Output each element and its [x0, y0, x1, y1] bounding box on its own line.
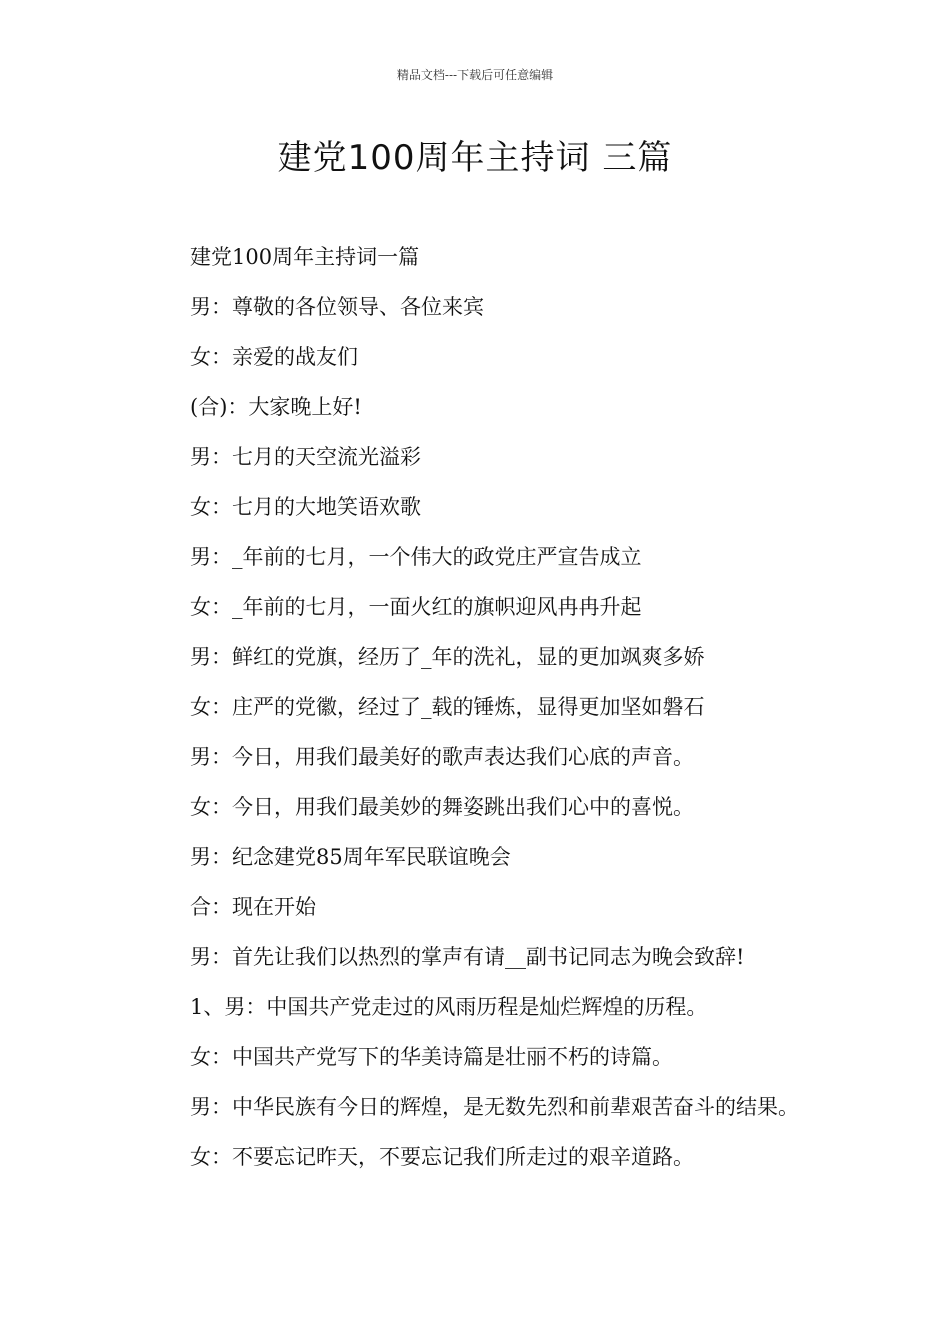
paragraph: 女：_年前的七月，一面火红的旗帜迎风冉冉升起 [190, 595, 642, 619]
document-title: 建党100周年主持词 三篇 [277, 138, 673, 178]
paragraph: 男：首先让我们以热烈的掌声有请__副书记同志为晚会致辞! [190, 945, 745, 969]
paragraph: 男：今日，用我们最美好的歌声表达我们心底的声音。 [190, 745, 694, 769]
paragraph: 男：鲜红的党旗，经历了_年的洗礼，显的更加飒爽多娇 [190, 645, 705, 669]
paragraph: 男：尊敬的各位领导、各位来宾 [190, 295, 484, 319]
document-body [145, 232, 810, 1182]
paragraph: 男：纪念建党85周年军民联谊晚会 [190, 845, 511, 869]
paragraph: (合)：大家晚上好! [190, 395, 362, 419]
paragraph: 女：亲爱的战友们 [190, 345, 358, 369]
page-header: 精品文档---下载后可任意编辑 [396, 68, 554, 82]
paragraph: 女：七月的大地笑语欢歌 [190, 495, 421, 519]
paragraph: 建党100周年主持词一篇 [190, 245, 420, 269]
paragraph: 女：中国共产党写下的华美诗篇是壮丽不朽的诗篇。 [190, 1045, 673, 1069]
paragraph: 女：不要忘记昨天，不要忘记我们所走过的艰辛道路。 [190, 1145, 694, 1169]
paragraph: 女：今日，用我们最美妙的舞姿跳出我们心中的喜悦。 [190, 795, 694, 819]
paragraph: 合：现在开始 [190, 895, 316, 919]
paragraph: 女：庄严的党徽，经过了_载的锤炼，显得更加坚如磐石 [190, 695, 705, 719]
paragraph: 男：中华民族有今日的辉煌，是无数先烈和前辈艰苦奋斗的结果。 [190, 1095, 799, 1119]
paragraph: 男：_年前的七月，一个伟大的政党庄严宣告成立 [190, 545, 642, 569]
paragraph: 1、男：中国共产党走过的风雨历程是灿烂辉煌的历程。 [190, 995, 708, 1019]
paragraph: 男：七月的天空流光溢彩 [190, 445, 421, 469]
